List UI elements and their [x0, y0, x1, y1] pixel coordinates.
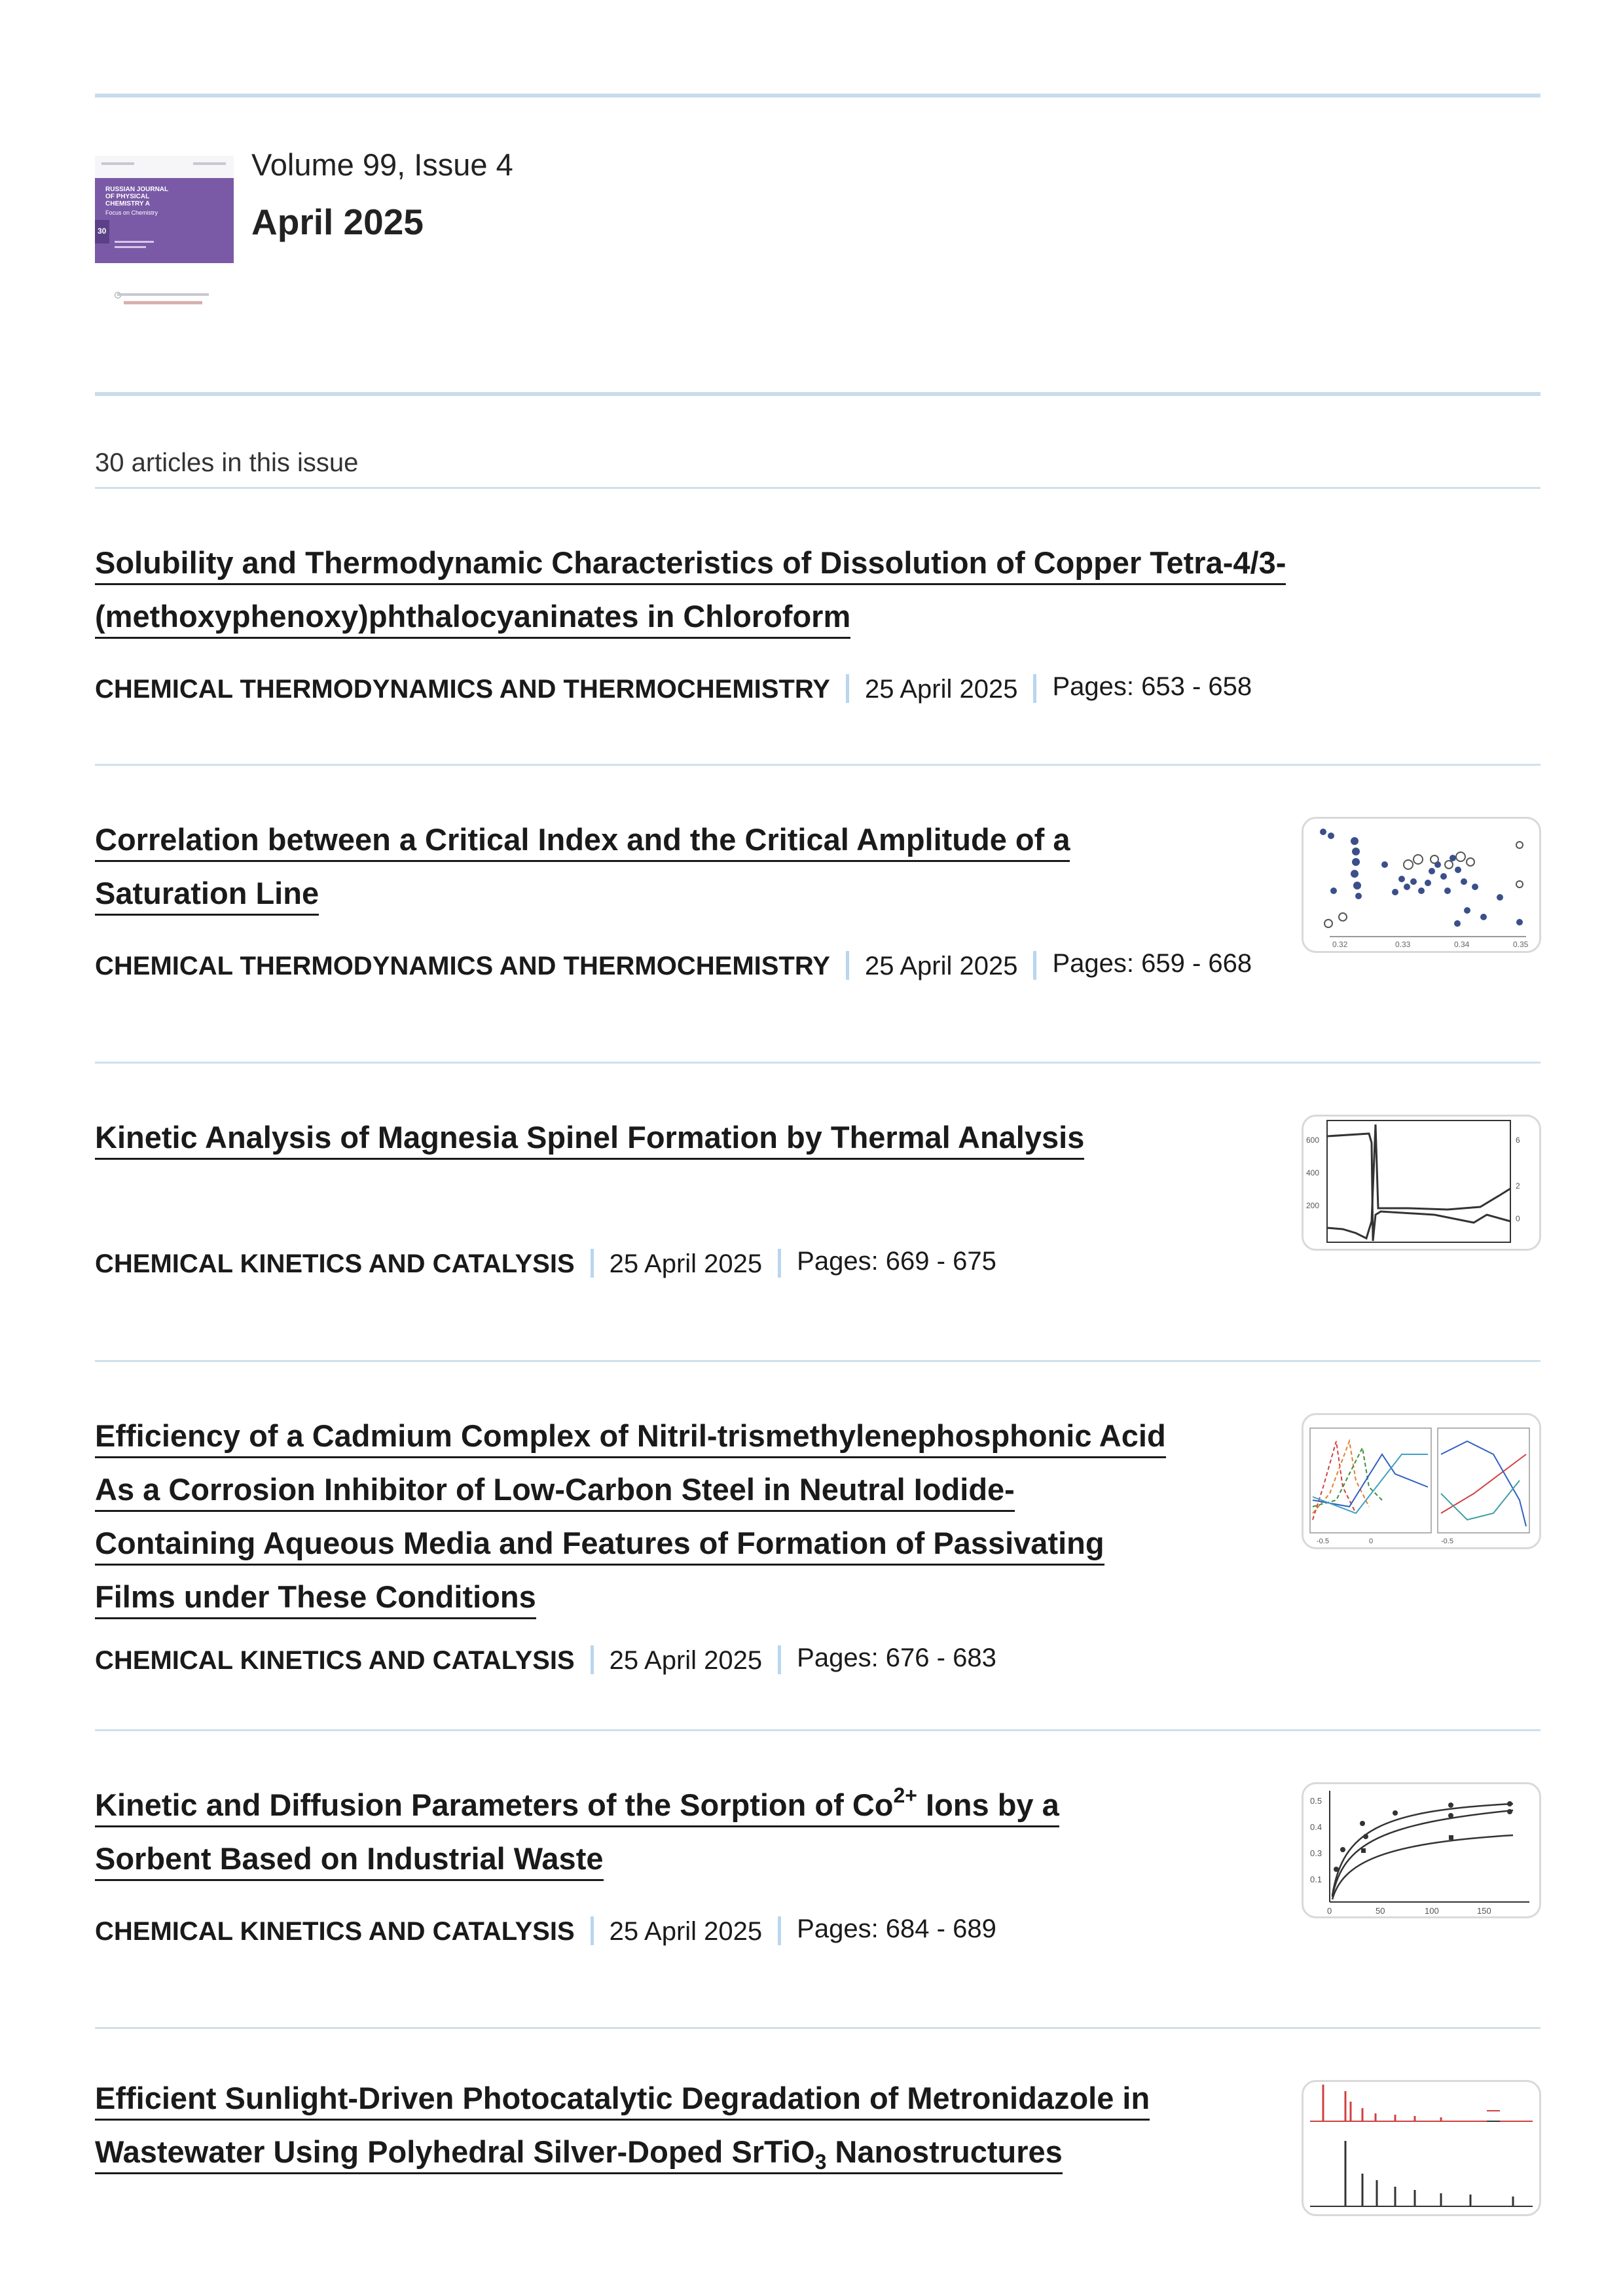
- title-text[interactable]: Wastewater Using Polyhedral Silver-Doped SrTiO: [95, 2134, 815, 2169]
- header-bottom-rule: [95, 392, 1541, 396]
- article-title-link[interactable]: [95, 2073, 1150, 2181]
- svg-text:0: 0: [1516, 1214, 1520, 1223]
- scatter-plot-graphic: [1304, 819, 1539, 951]
- svg-text:0.33: 0.33: [1395, 940, 1411, 949]
- svg-text:100: 100: [1425, 1906, 1439, 1916]
- thermal-analysis-graphic: [1304, 1117, 1539, 1249]
- article-item: [95, 1113, 1085, 1278]
- svg-text:0.5: 0.5: [1310, 1796, 1322, 1806]
- meta-separator: [846, 951, 849, 980]
- article-section: CHEMICAL KINETICS AND CATALYSIS: [95, 1917, 575, 1946]
- meta-separator: [591, 1249, 594, 1278]
- article-title-link[interactable]: [95, 1411, 1166, 1626]
- title-text[interactable]: Nanostructures: [826, 2134, 1063, 2169]
- sorption-kinetics-graphic: [1304, 1784, 1539, 1916]
- cover-publisher-area: [95, 263, 234, 327]
- article-date: 25 April 2025: [609, 1917, 763, 1946]
- article-thumbnail-scatter[interactable]: [1302, 817, 1541, 953]
- svg-text:0: 0: [1327, 1906, 1332, 1916]
- svg-text:0.35: 0.35: [1513, 940, 1529, 949]
- article-title-line[interactable]: Efficient Sunlight-Driven Photocatalytic Degradation of Metronidazole in: [95, 2078, 1150, 2121]
- svg-text:0: 0: [1369, 1537, 1374, 1545]
- svg-text:50: 50: [1376, 1906, 1385, 1916]
- article-meta: [95, 1247, 996, 1280]
- article-pages: Pages: 659 - 668: [1052, 949, 1252, 978]
- article-title-line[interactable]: Efficiency of a Cadmium Complex of Nitril-trismethylenephosphonic Acid: [95, 1416, 1166, 1458]
- meta-separator: [1033, 674, 1036, 703]
- article-title-line[interactable]: Saturation Line: [95, 873, 319, 916]
- article-title-line[interactable]: As a Corrosion Inhibitor of Low-Carbon Steel in Neutral Iodide-: [95, 1469, 1015, 1512]
- article-thumbnail-xrd[interactable]: [1302, 2080, 1541, 2216]
- meta-separator: [1033, 951, 1036, 980]
- article-section: CHEMICAL KINETICS AND CATALYSIS: [95, 1646, 575, 1675]
- article-title-line[interactable]: (methoxyphenoxy)phthalocyaninates in Chloroform: [95, 596, 850, 639]
- article-pages: Pages: 684 - 689: [797, 1914, 996, 1943]
- article-thumbnail-sorption[interactable]: [1302, 1782, 1541, 1918]
- article-item: [95, 538, 1286, 704]
- article-date: 25 April 2025: [609, 1646, 763, 1675]
- article-item: [95, 1780, 1059, 1946]
- article-pages: Pages: 676 - 683: [797, 1643, 996, 1672]
- article-title-line[interactable]: [95, 1785, 1059, 1827]
- svg-text:-0.5: -0.5: [1441, 1537, 1453, 1545]
- svg-text:0.4: 0.4: [1310, 1822, 1322, 1832]
- article-title-line[interactable]: Sorbent Based on Industrial Waste: [95, 1839, 604, 1881]
- article-item: [95, 1411, 1166, 1675]
- article-meta: [95, 1915, 996, 1948]
- article-date: 25 April 2025: [864, 675, 1018, 704]
- meta-separator: [778, 1645, 781, 1674]
- article-divider: [95, 1729, 1541, 1731]
- article-title-link[interactable]: [95, 1113, 1084, 1166]
- meta-separator: [591, 1916, 594, 1945]
- svg-text:0.34: 0.34: [1454, 940, 1470, 949]
- article-section: CHEMICAL THERMODYNAMICS AND THERMOCHEMISTRY: [95, 952, 830, 980]
- svg-text:6: 6: [1516, 1136, 1520, 1145]
- svg-text:2: 2: [1516, 1181, 1520, 1191]
- article-title-line[interactable]: [95, 2132, 1063, 2174]
- svg-text:400: 400: [1306, 1168, 1320, 1177]
- meta-separator: [591, 1645, 594, 1674]
- article-item: [95, 815, 1252, 980]
- top-rule: [95, 94, 1541, 98]
- article-thumbnail-polarization[interactable]: [1302, 1413, 1541, 1549]
- article-title-link[interactable]: [95, 538, 1286, 645]
- article-thumbnail-thermal[interactable]: [1302, 1115, 1541, 1251]
- count-rule: [95, 487, 1541, 489]
- meta-separator: [778, 1916, 781, 1945]
- polarization-curves-graphic: [1304, 1415, 1539, 1547]
- svg-text:200: 200: [1306, 1201, 1320, 1210]
- cover-title-block: RUSSIAN JOURNAL OF PHYSICAL CHEMISTRY A Focus on Chemistry 30: [95, 178, 234, 263]
- article-count: 30 articles in this issue: [95, 448, 359, 477]
- meta-separator: [778, 1249, 781, 1278]
- svg-text:150: 150: [1477, 1906, 1491, 1916]
- article-meta: [95, 673, 1252, 706]
- article-section: CHEMICAL KINETICS AND CATALYSIS: [95, 1249, 575, 1278]
- article-title-link[interactable]: [95, 815, 1070, 922]
- article-title-line[interactable]: Films under These Conditions: [95, 1577, 536, 1619]
- journal-cover-image[interactable]: [95, 156, 234, 327]
- article-title-line[interactable]: Correlation between a Critical Index and the Critical Amplitude of a: [95, 819, 1070, 862]
- xrd-pattern-graphic: [1304, 2082, 1539, 2214]
- issue-volume: Volume 99, Issue 4: [251, 147, 513, 182]
- svg-text:0.3: 0.3: [1310, 1848, 1322, 1858]
- article-title-line[interactable]: Solubility and Thermodynamic Characteristics of Dissolution of Copper Tetra-4/3-: [95, 543, 1286, 585]
- article-title-line[interactable]: Kinetic Analysis of Magnesia Spinel Formation by Thermal Analysis: [95, 1117, 1084, 1160]
- cover-top-strip: [95, 156, 234, 178]
- article-divider: [95, 2027, 1541, 2029]
- article-divider: [95, 764, 1541, 766]
- article-date: 25 April 2025: [864, 952, 1018, 980]
- title-text[interactable]: Ions by a: [917, 1787, 1059, 1822]
- article-meta: [95, 950, 1252, 982]
- article-divider: [95, 1360, 1541, 1362]
- article-divider: [95, 1062, 1541, 1064]
- svg-text:0.1: 0.1: [1310, 1874, 1322, 1884]
- title-superscript[interactable]: 2+: [893, 1784, 917, 1807]
- article-pages: Pages: 653 - 658: [1052, 672, 1252, 701]
- article-title-line[interactable]: Containing Aqueous Media and Features of Formation of Passivating: [95, 1523, 1104, 1566]
- article-item: [95, 2073, 1150, 2181]
- svg-text:600: 600: [1306, 1136, 1320, 1145]
- article-section: CHEMICAL THERMODYNAMICS AND THERMOCHEMISTRY: [95, 675, 830, 704]
- title-subscript[interactable]: 3: [814, 2150, 827, 2174]
- article-meta: [95, 1644, 996, 1677]
- issue-date: April 2025: [251, 202, 424, 242]
- svg-text:-0.5: -0.5: [1317, 1537, 1329, 1545]
- meta-separator: [846, 674, 849, 703]
- title-text[interactable]: Kinetic and Diffusion Parameters of the Sorption of Co: [95, 1787, 894, 1822]
- article-date: 25 April 2025: [609, 1249, 763, 1278]
- article-pages: Pages: 669 - 675: [797, 1247, 996, 1276]
- svg-text:0.32: 0.32: [1332, 940, 1348, 949]
- article-title-link[interactable]: [95, 1780, 1059, 1888]
